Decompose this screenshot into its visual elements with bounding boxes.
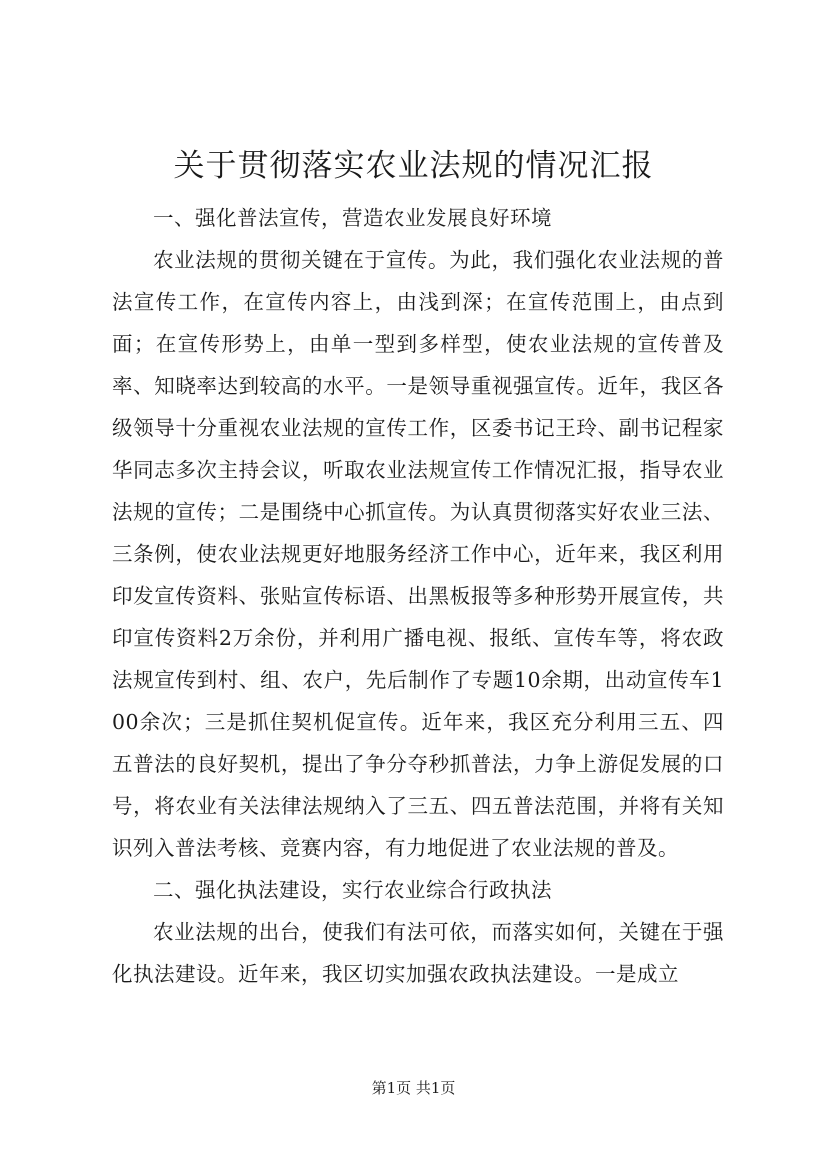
section-paragraph-1: 农业法规的贯彻关键在于宣传。为此，我们强化农业法规的普法宣传工作，在宣传内容上，由浅到深；在宣传范围上，由点到面；在宣传形势上，由单一型到多样型，使农业法规的宣传普及率、知晓率达到较高的水平。一是领导重视强宣传。近年，我区各级领导十分重视农业法规的宣传工作，区委书记王玲、副书记程家华同志多次主持会议，听取农业法规宣传工作情况汇报，指导农业法规的宣传；二是围绕中心抓宣传。为认真贯彻落实好农业三法、三条例，使农业法规更好地服务经济工作中心，近年来，我区利用印发宣传资料、张贴宣传标语、出黑板报等多种形势开展宣传，共印宣传资料2万余份，并利用广播电视、报纸、宣传车等，将农政法规宣传到村、组、农户，先后制作了专题10余期，出动宣传车100余次；三是抓住契机促宣传。近年来，我区充分利用三五、四五普法的良好契机，提出了争分夺秒抓普法，力争上游促发展的口号，将农业有关法律法规纳入了三五、四五普法范围，并将有关知识列入普法考核、竞赛内容，有力地促进了农业法规的普及。 <box>112 248 724 860</box>
page-footer: 第1页 共1页 <box>371 1079 456 1097</box>
section-paragraph-2: 农业法规的出台，使我们有法可依，而落实如何，关键在于强化执法建设。近年来，我区切实加强农政执法建设。一是成立 <box>112 920 724 986</box>
document-title: 关于贯彻落实农业法规的情况汇报 <box>173 148 654 184</box>
section-heading-2: 二、强化执法建设，实行农业综合行政执法 <box>153 878 552 902</box>
document-body <box>112 197 724 995</box>
section-heading-1: 一、强化普法宣传，营造农业发展良好环境 <box>153 206 552 230</box>
